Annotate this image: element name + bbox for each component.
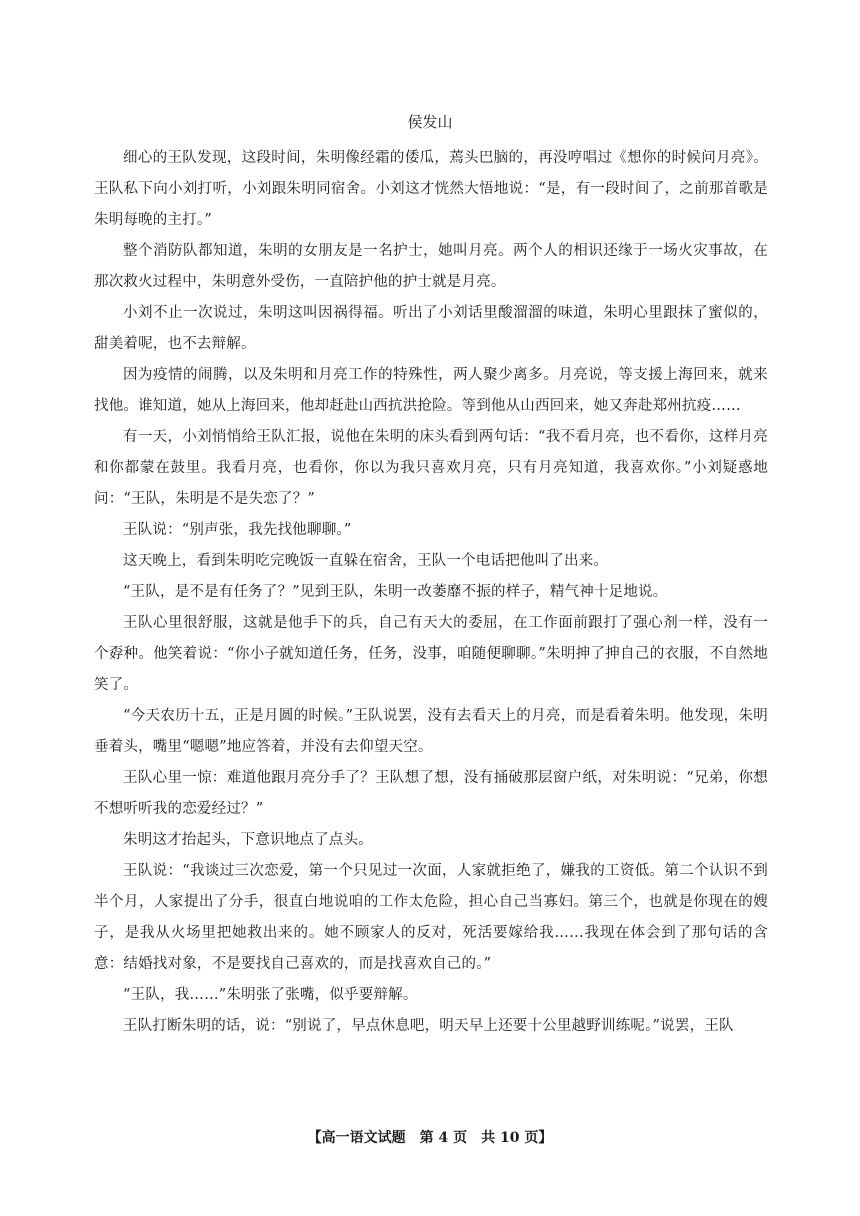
- paragraph: 王队说：“别声张，我先找他聊聊。”: [123, 522, 352, 538]
- page-footer: 【高一语文试题 第 4 页 共 10 页】: [307, 1130, 553, 1146]
- paragraph: 王队打断朱明的话，说：“别说了，早点休息吧，明天早上还要十公里越野训练呢。”说罢，王队: [123, 1018, 734, 1034]
- article-body: [94, 143, 768, 1042]
- author-name: 侯发山: [407, 113, 453, 131]
- paragraph: 小刘不止一次说过，朱明这叫因祸得福。听出了小刘话里酸溜溜的味道，朱明心里跟抹了蜜似的，甜美着呢，也不去辩解。: [94, 305, 768, 352]
- paragraph: 王队说：“我谈过三次恋爱，第一个只见过一次面，人家就拒绝了，嫌我的工资低。第二个认识不到半个月，人家提出了分手，很直白地说咱的工作太危险，担心自己当寡妇。第三个，也就是你现在的嫂子，是我从火场里把她救出来的。她不顾家人的反对，死活要嫁给我……我现在体会到了那句话的含意：结婚找对象，不是要找自己喜欢的，而是找喜欢自己的。”: [94, 863, 768, 972]
- paragraph: 细心的王队发现，这段时间，朱明像经霜的倭瓜，蔫头巴脑的，再没哼唱过《想你的时候问月亮》。王队私下向小刘打听，小刘跟朱明同宿舍。小刘这才恍然大悟地说：“是，有一段时间了，之前那首歌是朱明每晚的主打。”: [94, 150, 768, 228]
- paragraph: 王队心里很舒服，这就是他手下的兵，自己有天大的委屈，在工作面前跟打了强心剂一样，没有一个孬种。他笑着说：“你小子就知道任务，任务，没事，咱随便聊聊。”朱明抻了抻自己的衣服，不自然地笑了。: [94, 615, 768, 693]
- paragraph: 有一天，小刘悄悄给王队汇报，说他在朱明的床头看到两句话：“我不看月亮，也不看你，这样月亮和你都蒙在鼓里。我看月亮，也看你，你以为我只喜欢月亮，只有月亮知道，我喜欢你。”小刘疑惑地问：“王队，朱明是不是失恋了？”: [94, 429, 768, 507]
- paragraph: 王队心里一惊：难道他跟月亮分手了？王队想了想，没有捅破那层窗户纸，对朱明说：“兄弟，你想不想听听我的恋爱经过？”: [94, 770, 768, 817]
- paragraph: “今天农历十五，正是月圆的时候。”王队说罢，没有去看天上的月亮，而是看着朱明。他发现，朱明垂着头，嘴里“嗯嗯”地应答着，并没有去仰望天空。: [94, 708, 768, 755]
- paragraph: 因为疫情的闹腾，以及朱明和月亮工作的特殊性，两人聚少离多。月亮说，等支援上海回来，就来找他。谁知道，她从上海回来，他却赶赴山西抗洪抢险。等到他从山西回来，她又奔赴郑州抗疫……: [94, 367, 768, 414]
- paragraph: 这天晚上，看到朱明吃完晚饭一直躲在宿舍，王队一个电话把他叫了出来。: [123, 553, 609, 569]
- paragraph: “王队，是不是有任务了？”见到王队，朱明一改萎靡不振的样子，精气神十足地说。: [123, 584, 668, 600]
- paragraph: 朱明这才抬起头，下意识地点了点头。: [123, 832, 373, 848]
- paragraph: 整个消防队都知道，朱明的女朋友是一名护士，她叫月亮。两个人的相识还缘于一场火灾事故，在那次救火过程中，朱明意外受伤，一直陪护他的护士就是月亮。: [94, 243, 768, 290]
- paragraph: “王队，我……”朱明张了张嘴，似乎要辩解。: [123, 987, 418, 1003]
